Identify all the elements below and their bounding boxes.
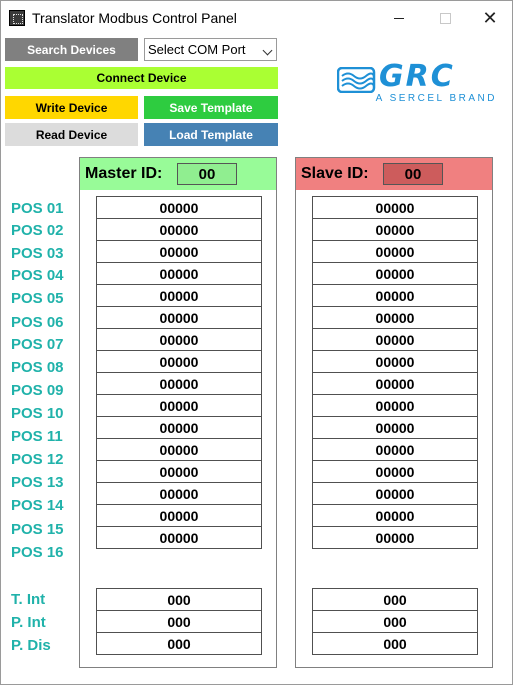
pos-label: POS 12 [11, 451, 64, 468]
pos-label: POS 11 [11, 428, 63, 445]
master-pos-field[interactable]: 00000 [96, 504, 262, 527]
master-pos-field[interactable]: 00000 [96, 372, 262, 395]
grc-logo [337, 59, 497, 107]
t-int-label: T. Int [11, 591, 46, 608]
master-pos-field[interactable]: 00000 [96, 262, 262, 285]
pos-label: POS 15 [11, 521, 64, 538]
pos-label: POS 04 [11, 267, 64, 284]
minimize-button[interactable] [376, 1, 422, 35]
slave-pos-field[interactable]: 00000 [312, 438, 478, 461]
slave-timing-list [312, 588, 478, 655]
pos-label: POS 16 [11, 544, 64, 561]
master-t-int-field[interactable]: 000 [96, 588, 262, 611]
close-icon: ✕ [482, 8, 498, 28]
com-port-select[interactable] [144, 38, 277, 61]
slave-pos-field[interactable]: 00000 [312, 196, 478, 219]
write-device-button[interactable]: Write Device [5, 96, 138, 119]
slave-pos-field[interactable]: 00000 [312, 328, 478, 351]
master-pos-field[interactable]: 00000 [96, 240, 262, 263]
slave-id-label: Slave ID: [301, 165, 369, 182]
p-dis-label: P. Dis [11, 637, 51, 654]
master-p-dis-field[interactable]: 000 [96, 632, 262, 655]
pos-label: POS 14 [11, 497, 64, 514]
close-button[interactable] [467, 1, 513, 35]
master-pos-field[interactable]: 00000 [96, 526, 262, 549]
master-pos-field[interactable]: 00000 [96, 416, 262, 439]
logo-tagline: A SERCEL BRAND [375, 93, 497, 104]
pos-label: POS 01 [11, 200, 64, 217]
master-p-int-field[interactable]: 000 [96, 610, 262, 633]
slave-pos-field[interactable]: 00000 [312, 394, 478, 417]
slave-pos-field[interactable]: 00000 [312, 372, 478, 395]
com-port-selected-value: Select COM Port [148, 42, 246, 57]
slave-t-int-field[interactable]: 000 [312, 588, 478, 611]
slave-pos-field[interactable]: 00000 [312, 262, 478, 285]
master-pos-field[interactable]: 00000 [96, 328, 262, 351]
p-int-label: P. Int [11, 614, 46, 631]
maximize-button[interactable] [422, 1, 468, 35]
slave-pos-field[interactable]: 00000 [312, 416, 478, 439]
minimize-icon [394, 18, 404, 19]
pos-label: POS 09 [11, 382, 64, 399]
master-panel [79, 157, 277, 668]
slave-pos-field[interactable]: 00000 [312, 240, 478, 263]
slave-p-int-field[interactable]: 000 [312, 610, 478, 633]
master-id-field[interactable]: 00 [177, 163, 237, 185]
logo-waves-icon [337, 67, 377, 93]
pos-label: POS 13 [11, 474, 64, 491]
slave-header [296, 158, 492, 190]
master-timing-list [96, 588, 262, 655]
master-pos-field[interactable]: 00000 [96, 460, 262, 483]
master-pos-field[interactable]: 00000 [96, 482, 262, 505]
pos-label: POS 06 [11, 314, 64, 331]
pos-label: POS 05 [11, 290, 64, 307]
slave-pos-field[interactable]: 00000 [312, 504, 478, 527]
slave-pos-field[interactable]: 00000 [312, 284, 478, 307]
save-template-button[interactable]: Save Template [144, 96, 278, 119]
pos-label: POS 10 [11, 405, 64, 422]
pos-label: POS 07 [11, 336, 64, 353]
slave-id-field[interactable]: 00 [383, 163, 443, 185]
master-header [80, 158, 276, 190]
slave-pos-field[interactable]: 00000 [312, 350, 478, 373]
slave-p-dis-field[interactable]: 000 [312, 632, 478, 655]
master-pos-field[interactable]: 00000 [96, 438, 262, 461]
slave-pos-field[interactable]: 00000 [312, 482, 478, 505]
app-icon [9, 10, 25, 26]
title-bar[interactable] [1, 1, 512, 35]
load-template-button[interactable]: Load Template [144, 123, 278, 146]
master-id-label: Master ID: [85, 165, 163, 182]
pos-label: POS 02 [11, 222, 64, 239]
pos-label: POS 03 [11, 245, 64, 262]
master-pos-field[interactable]: 00000 [96, 306, 262, 329]
slave-panel [295, 157, 493, 668]
window-title: Translator Modbus Control Panel [32, 10, 237, 26]
maximize-icon [440, 13, 451, 24]
master-pos-field[interactable]: 00000 [96, 394, 262, 417]
master-pos-field[interactable]: 00000 [96, 350, 262, 373]
chevron-down-icon [263, 46, 273, 56]
logo-brand: GRC [379, 59, 455, 94]
connect-device-button[interactable]: Connect Device [5, 67, 278, 89]
search-devices-button[interactable]: Search Devices [5, 38, 138, 61]
master-pos-field[interactable]: 00000 [96, 284, 262, 307]
slave-pos-field[interactable]: 00000 [312, 218, 478, 241]
slave-pos-field[interactable]: 00000 [312, 460, 478, 483]
master-position-list [96, 196, 262, 549]
slave-pos-field[interactable]: 00000 [312, 526, 478, 549]
pos-label: POS 08 [11, 359, 64, 376]
slave-pos-field[interactable]: 00000 [312, 306, 478, 329]
slave-position-list [312, 196, 478, 549]
read-device-button[interactable]: Read Device [5, 123, 138, 146]
master-pos-field[interactable]: 00000 [96, 218, 262, 241]
master-pos-field[interactable]: 00000 [96, 196, 262, 219]
